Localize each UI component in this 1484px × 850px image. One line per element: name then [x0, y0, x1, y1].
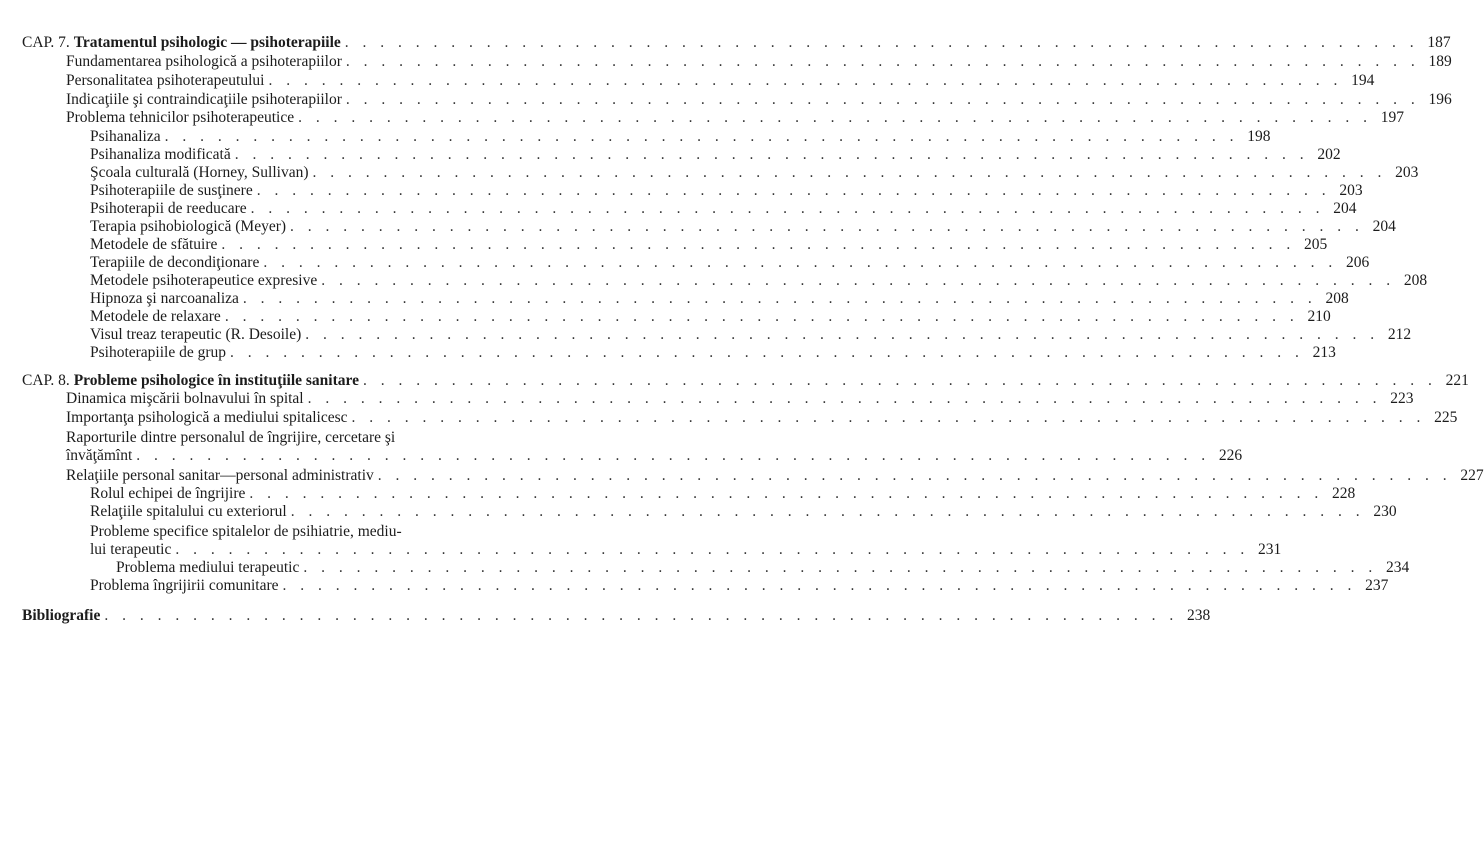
dot-leader: . . . . . . . . . . . . . . . . . . . . . . . . . . . . . . . . . . . . . . . . . . . . . . . . . . . . . . . . . . . . .: [345, 91, 1420, 108]
page-number: 194: [1351, 72, 1375, 89]
page-number: 187: [1427, 34, 1451, 51]
page-number: 226: [1218, 447, 1243, 464]
dot-leader: . . . . . . . . . . . . . . . . . . . . . . . . . . . . . . . . . . . . . . . . . . . . . . . . . . . . . . . . . . . . .: [249, 485, 1324, 502]
dot-leader: . . . . . . . . . . . . . . . . . . . . . . . . . . . . . . . . . . . . . . . . . . . . . . . . . . . . . . . . . . . . .: [307, 390, 1382, 407]
dot-leader: . . . . . . . . . . . . . . . . . . . . . . . . . . . . . . . . . . . . . . . . . . . . . . . . . . . . . . . . . . . . .: [268, 72, 1343, 89]
toc-entry-title: Metodele psihoterapeutice expresive: [90, 272, 318, 289]
toc-entry-title: Dinamica mişcării bolnavului în spital: [66, 390, 304, 407]
page-number: 204: [1372, 218, 1396, 235]
chapter-prefix: CAP. 7.: [22, 34, 70, 51]
toc-entry-e9: [90, 200, 1357, 218]
toc-entry-title: Bibliografie: [22, 607, 101, 624]
toc-entry-title: lui terapeutic: [90, 541, 172, 558]
dot-leader: . . . . . . . . . . . . . . . . . . . . . . . . . . . . . . . . . . . . . . . . . . . . . . . . . . . . . . . . . . . . .: [298, 109, 1372, 126]
page-number: 206: [1345, 254, 1370, 271]
toc-entry-title: Importanţa psihologică a mediului spitalicesc: [66, 409, 348, 426]
dot-leader: . . . . . . . . . . . . . . . . . . . . . . . . . . . . . . . . . . . . . . . . . . . . . . . . . . . . . . . . . . . . .: [363, 372, 1437, 389]
toc-entry-e2: [66, 72, 1375, 90]
dot-leader: . . . . . . . . . . . . . . . . . . . . . . . . . . . . . . . . . . . . . . . . . . . . . . . . . . . . . . . . . . . . .: [242, 290, 1317, 307]
page-number: 225: [1434, 409, 1458, 426]
toc-entry-f1: [66, 390, 1414, 408]
toc-entry-title: Relaţiile spitalului cu exteriorul: [90, 503, 287, 520]
chapter-prefix: CAP. 8.: [22, 372, 70, 389]
toc-entry-title: Problema tehnicilor psihoterapeutice: [66, 109, 295, 126]
page-number: 189: [1428, 53, 1452, 70]
toc-entry-e12: [90, 254, 1370, 272]
toc-entry-title: Fundamentarea psihologică a psihoterapiilor: [66, 53, 342, 70]
toc-entry-title: Metodele de relaxare: [90, 308, 221, 325]
toc-entry-title: Problema mediului terapeutic: [116, 559, 300, 576]
toc-entry-cap7: [22, 34, 1451, 52]
toc-entry-e16: [90, 326, 1412, 344]
toc-entry-e10: [90, 218, 1396, 236]
dot-leader: . . . . . . . . . . . . . . . . . . . . . . . . . . . . . . . . . . . . . . . . . . . . . . . . . . . . . . . . . . . . .: [351, 409, 1426, 426]
dot-leader: . . . . . . . . . . . . . . . . . . . . . . . . . . . . . . . . . . . . . . . . . . . . . . . . . . . . . . . . . . . . .: [345, 53, 1420, 70]
toc-entry-f7a: Probleme specifice spitalelor de psihiatrie, mediu-: [90, 523, 402, 540]
toc-entry-title: Şcoala culturală (Horney, Sullivan): [90, 164, 309, 181]
toc-entry-title: Visul treaz terapeutic (R. Desoile): [90, 326, 302, 343]
toc-entry-e11: [90, 236, 1328, 254]
toc-entry-title: Hipnoza şi narcoanaliza: [90, 290, 239, 307]
toc-entry-f9: [90, 577, 1389, 595]
page-number: 204: [1333, 200, 1357, 217]
chapter-title: Tratamentul psihologic — psihoterapiile: [73, 34, 341, 51]
toc-entry-title: Personalitatea psihoterapeutului: [66, 72, 265, 89]
toc-entry-title: Problema îngrijirii comunitare: [90, 577, 279, 594]
page-number: 238: [1186, 607, 1211, 624]
page-number: 234: [1385, 559, 1410, 576]
toc-entry-f3a: Raporturile dintre personalul de îngrijire, cercetare şi: [66, 429, 396, 446]
page-number: 198: [1247, 128, 1271, 145]
page-number: 223: [1390, 390, 1414, 407]
toc-entry-e4: [66, 109, 1404, 127]
dot-leader: . . . . . . . . . . . . . . . . . . . . . . . . . . . . . . . . . . . . . . . . . . . . . . . . . . . . . . . . . . . . .: [230, 344, 1304, 361]
dot-leader: . . . . . . . . . . . . . . . . . . . . . . . . . . . . . . . . . . . . . . . . . . . . . . . . . . . . . . . . . . . . .: [312, 164, 1387, 181]
dot-leader: . . . . . . . . . . . . . . . . . . . . . . . . . . . . . . . . . . . . . . . . . . . . . . . . . . . . . . . . . . . . .: [282, 577, 1357, 594]
toc-entry-title: Relaţiile personal sanitar—personal administrativ: [66, 467, 374, 484]
toc-entry-f3b: [66, 447, 1243, 465]
page-number: 208: [1403, 272, 1428, 289]
dot-leader: . . . . . . . . . . . . . . . . . . . . . . . . . . . . . . . . . . . . . . . . . . . . . . . . . . . . . . . . . . . . .: [305, 326, 1380, 343]
page-number: 228: [1332, 485, 1356, 502]
toc-entry-f5: [90, 485, 1356, 503]
page-number: 202: [1317, 146, 1341, 163]
toc-entry-f7b: [90, 541, 1282, 559]
page-number: 227: [1460, 467, 1484, 484]
page-number: 208: [1325, 290, 1349, 307]
page-number: 203: [1395, 164, 1419, 181]
toc-entry-title: Psihanaliza modificată: [90, 146, 231, 163]
page-number: 205: [1304, 236, 1328, 253]
dot-leader: . . . . . . . . . . . . . . . . . . . . . . . . . . . . . . . . . . . . . . . . . . . . . . . . . . . . . . . . . . . . .: [256, 182, 1331, 199]
dot-leader: . . . . . . . . . . . . . . . . . . . . . . . . . . . . . . . . . . . . . . . . . . . . . . . . . . . . . . . . . . . . .: [175, 541, 1250, 558]
dot-leader: . . . . . . . . . . . . . . . . . . . . . . . . . . . . . . . . . . . . . . . . . . . . . . . . . . . . . . . . . . . . .: [104, 607, 1179, 624]
page-number: 231: [1257, 541, 1282, 558]
toc-entry-e1: [66, 53, 1452, 71]
toc-entry-title: Psihoterapii de reeducare: [90, 200, 247, 217]
toc-entry-e7: [90, 164, 1419, 182]
toc-entry-title: Metodele de sfătuire: [90, 236, 218, 253]
dot-leader: . . . . . . . . . . . . . . . . . . . . . . . . . . . . . . . . . . . . . . . . . . . . . . . . . . . . . . . . . . . . .: [377, 467, 1452, 484]
dot-leader: . . . . . . . . . . . . . . . . . . . . . . . . . . . . . . . . . . . . . . . . . . . . . . . . . . . . . . . . . . . . .: [290, 218, 1364, 235]
dot-leader: . . . . . . . . . . . . . . . . . . . . . . . . . . . . . . . . . . . . . . . . . . . . . . . . . . . . . . . . . . . . .: [344, 34, 1419, 51]
toc-entry-f6: [90, 503, 1397, 521]
toc-entry-title: învăţămînt: [66, 447, 133, 464]
dot-leader: . . . . . . . . . . . . . . . . . . . . . . . . . . . . . . . . . . . . . . . . . . . . . . . . . . . . . . . . . . . . .: [290, 503, 1365, 520]
toc-entry-e14: [90, 290, 1349, 308]
toc-entry-title: Psihanaliza: [90, 128, 161, 145]
toc-entry-cap8: [22, 372, 1469, 390]
chapter-title: Probleme psihologice în instituţiile sanitare: [73, 372, 359, 389]
toc-entry-e17: [90, 344, 1336, 362]
page-number: 196: [1428, 91, 1452, 108]
page-number: 213: [1312, 344, 1336, 361]
toc-entry-title: [22, 372, 359, 390]
toc-entry-title: Terapiile de decondiţionare: [90, 254, 260, 271]
toc-entry-title: Psihoterapiile de susţinere: [90, 182, 253, 199]
dot-leader: . . . . . . . . . . . . . . . . . . . . . . . . . . . . . . . . . . . . . . . . . . . . . . . . . . . . . . . . . . . . .: [263, 254, 1338, 271]
toc-entry-bib: [22, 607, 1211, 625]
page-number: 210: [1307, 308, 1331, 325]
toc-entry-e3: [66, 91, 1452, 109]
toc-entry-title: Terapia psihobiologică (Meyer): [90, 218, 287, 235]
dot-leader: . . . . . . . . . . . . . . . . . . . . . . . . . . . . . . . . . . . . . . . . . . . . . . . . . . . . . . . . . . . . .: [303, 559, 1378, 576]
toc-entry-title: Psihoterapiile de grup: [90, 344, 227, 361]
toc-entry-e15: [90, 308, 1331, 326]
toc-entry-e8: [90, 182, 1363, 200]
dot-leader: . . . . . . . . . . . . . . . . . . . . . . . . . . . . . . . . . . . . . . . . . . . . . . . . . . . . . . . . . . . . .: [136, 447, 1211, 464]
dot-leader: . . . . . . . . . . . . . . . . . . . . . . . . . . . . . . . . . . . . . . . . . . . . . . . . . . . . . . . . . . . . .: [321, 272, 1396, 289]
page-number: 237: [1365, 577, 1389, 594]
toc-entry-e5: [90, 128, 1271, 146]
page-number: 212: [1387, 326, 1412, 343]
toc-entry-e13: [90, 272, 1428, 290]
dot-leader: . . . . . . . . . . . . . . . . . . . . . . . . . . . . . . . . . . . . . . . . . . . . . . . . . . . . . . . . . . . . .: [164, 128, 1239, 145]
page-number: 203: [1339, 182, 1363, 199]
toc-entry-f4: [66, 467, 1484, 485]
page-number: 197: [1380, 109, 1404, 126]
toc-entry-e6: [90, 146, 1341, 164]
toc-entry-title: [22, 34, 341, 52]
dot-leader: . . . . . . . . . . . . . . . . . . . . . . . . . . . . . . . . . . . . . . . . . . . . . . . . . . . . . . . . . . . . .: [224, 308, 1299, 325]
page-number: 221: [1445, 372, 1469, 389]
toc-entry-title: Rolul echipei de îngrijire: [90, 485, 246, 502]
dot-leader: . . . . . . . . . . . . . . . . . . . . . . . . . . . . . . . . . . . . . . . . . . . . . . . . . . . . . . . . . . . . .: [234, 146, 1309, 163]
dot-leader: . . . . . . . . . . . . . . . . . . . . . . . . . . . . . . . . . . . . . . . . . . . . . . . . . . . . . . . . . . . . .: [250, 200, 1325, 217]
page-number: 230: [1373, 503, 1397, 520]
toc-entry-f8: [116, 559, 1410, 577]
toc-entry-f2: [66, 409, 1458, 427]
dot-leader: . . . . . . . . . . . . . . . . . . . . . . . . . . . . . . . . . . . . . . . . . . . . . . . . . . . . . . . . . . . . .: [221, 236, 1296, 253]
toc-entry-title: Indicaţiile şi contraindicaţiile psihoterapiilor: [66, 91, 342, 108]
